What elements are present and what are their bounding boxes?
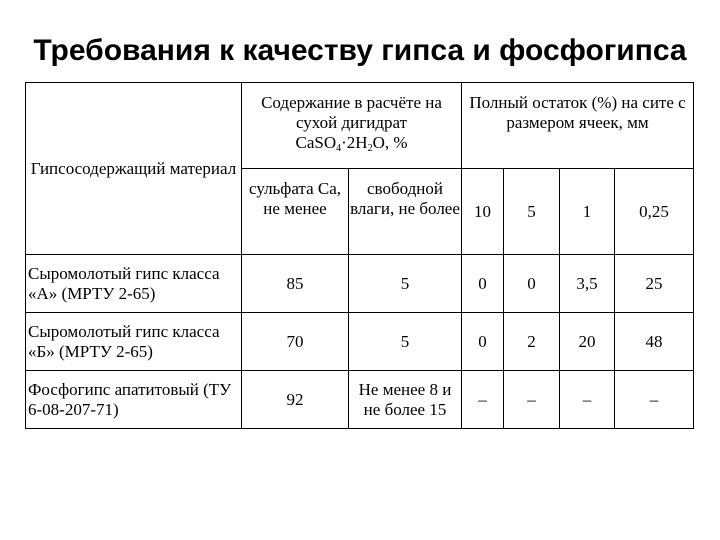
header-content bbox=[242, 83, 462, 169]
header-sulfate: сульфата Са, не менее bbox=[242, 169, 349, 255]
header-content-formula: $CaSO_4\cdot 2H_2O$, % bbox=[295, 133, 408, 154]
row-mesh-1: 3,5 bbox=[560, 255, 615, 313]
table-row bbox=[26, 313, 694, 371]
header-mesh-025: 0,25 bbox=[615, 169, 694, 255]
header-residue: Полный остаток (%) на сите с размером ячеек, мм bbox=[462, 83, 694, 169]
header-moisture: свободной влаги, не более bbox=[349, 169, 462, 255]
row-mesh-10: – bbox=[462, 371, 504, 429]
table-row bbox=[26, 371, 694, 429]
row-mesh-5: – bbox=[504, 371, 560, 429]
header-content-text: Содержание в расчёте на сухой дигидрат bbox=[261, 93, 442, 132]
header-mesh-1: 1 bbox=[560, 169, 615, 255]
header-mesh-5: 5 bbox=[504, 169, 560, 255]
row-mesh-1: – bbox=[560, 371, 615, 429]
row-material: Сыромолотый гипс класса «Б» (МРТУ 2-65) bbox=[26, 313, 242, 371]
row-material: Сыромолотый гипс класса «А» (МРТУ 2-65) bbox=[26, 255, 242, 313]
row-mesh-5: 0 bbox=[504, 255, 560, 313]
row-mesh-1: 20 bbox=[560, 313, 615, 371]
row-moisture: 5 bbox=[349, 255, 462, 313]
row-mesh-10: 0 bbox=[462, 313, 504, 371]
requirements-table bbox=[25, 82, 694, 429]
page-title: Требования к качеству гипса и фосфогипса bbox=[33, 34, 687, 67]
row-sulfate: 92 bbox=[242, 371, 349, 429]
row-mesh-10: 0 bbox=[462, 255, 504, 313]
row-mesh-025: – bbox=[615, 371, 694, 429]
row-sulfate: 70 bbox=[242, 313, 349, 371]
row-moisture: Не менее 8 и не более 15 bbox=[349, 371, 462, 429]
table-row bbox=[26, 255, 694, 313]
row-material: Фосфогипс апатитовый (ТУ 6-08-207-71) bbox=[26, 371, 242, 429]
header-material: Гипсосодержащий материал bbox=[26, 83, 242, 255]
row-mesh-025: 48 bbox=[615, 313, 694, 371]
row-mesh-5: 2 bbox=[504, 313, 560, 371]
row-mesh-025: 25 bbox=[615, 255, 694, 313]
header-mesh-10: 10 bbox=[462, 169, 504, 255]
header-row-1 bbox=[26, 83, 694, 169]
row-moisture: 5 bbox=[349, 313, 462, 371]
row-sulfate: 85 bbox=[242, 255, 349, 313]
